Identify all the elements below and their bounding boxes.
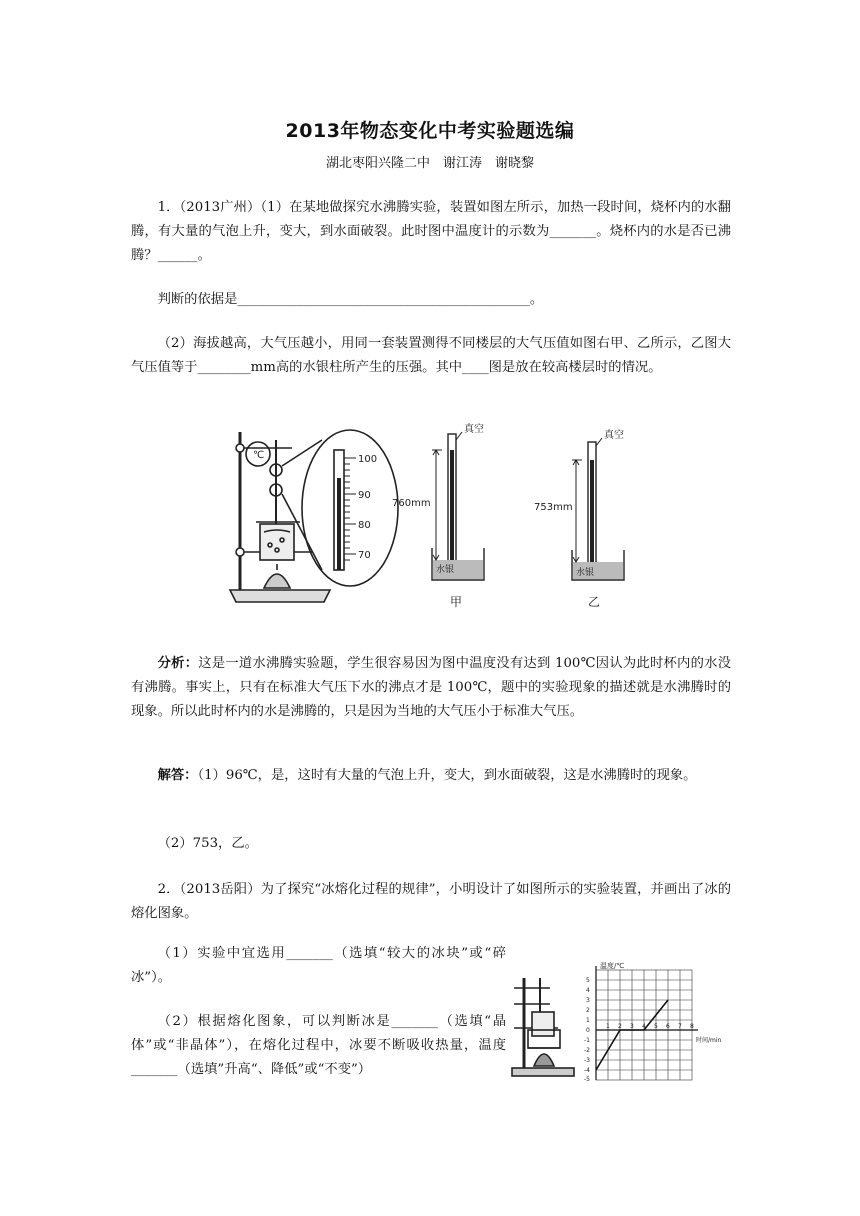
answer-1-text: （1）96℃，是，这时有大量的气泡上升，变大，到水面破裂，这是水沸腾时的现象。 — [197, 768, 697, 783]
y-tick: -4 — [584, 1067, 590, 1074]
page-title: 2013年物态变化中考实验题选编 — [285, 120, 575, 142]
analysis-label: 分析： — [157, 656, 199, 671]
barometer-a-mercury-label: 水银 — [436, 565, 455, 575]
barometer-a-vacuum-label: 真空 — [464, 424, 484, 435]
q1-analysis — [131, 652, 731, 724]
y-tick: -5 — [584, 1076, 590, 1083]
q1-paragraph-2: 判断的依据是____________________________________________。 — [157, 292, 544, 307]
q1-paragraph-3: （2）海拔越高，大气压越小，用同一套装置测得不同楼层的大气压值如图右甲、乙所示，乙图大气压值等于________mm高的水银柱所产生的压强。其中____图是放在较高楼层时的情况。 — [131, 336, 731, 375]
barometer-a — [432, 432, 484, 580]
y-tick: 4 — [586, 987, 590, 994]
y-tick: -3 — [584, 1057, 590, 1064]
barometer-b-vacuum-label: 真空 — [604, 430, 624, 441]
barometer-b — [572, 438, 624, 580]
analysis-text: 这是一道水沸腾实验题，学生很容易因为图中温度没有达到 100℃因认为此时杯内的水没有沸腾。事实上，只有在标准大气压下水的沸点才是 100℃，题中的实验现象的描述就是水沸腾时的现象。所以此时杯内的水是沸腾的，只是因为当地的大气压小于标准大气压。 — [131, 656, 732, 719]
x-tick: 2 — [618, 1023, 622, 1030]
q2-apparatus — [510, 972, 578, 1080]
x-tick: 7 — [678, 1023, 682, 1030]
x-tick: 6 — [666, 1023, 670, 1030]
author-line: 湖北枣阳兴隆二中 谢江涛 谢晓黎 — [325, 156, 534, 171]
thermometer-magnified — [282, 430, 398, 586]
q1-paragraph-1: 1．（2013广州）（1）在某地做探究水沸腾实验，装置如图左所示，加热一段时间，烧杯内的水翻腾，有大量的气泡上升，变大，到水面破裂。此时图中温度计的示数为_______。烧杯内的水是否已沸腾？______。 — [131, 200, 731, 263]
y-tick: 2 — [586, 1007, 590, 1014]
x-tick: 3 — [630, 1023, 634, 1030]
y-axis-label: 温度/℃ — [600, 962, 625, 970]
q2-paragraph-2: （1）实验中宜选用_______（选填“较大的冰块”或“碎冰”）。 — [131, 946, 506, 985]
q1-answer-2: （2）753，乙。 — [157, 836, 258, 851]
y-tick: 0 — [586, 1027, 590, 1034]
thermo-tick-90: 90 — [358, 490, 371, 501]
q2-paragraph-3: （2）根据熔化图象，可以判断冰是_______（选填“晶体”或“非晶体”），在熔化过程中，冰要不断吸收热量，温度_______（选填”升高“、降低”或“不变”） — [131, 1014, 506, 1077]
q2-melting-graph — [584, 960, 732, 1084]
q1-answer — [131, 764, 731, 788]
x-tick: 5 — [654, 1023, 658, 1030]
barometer-a-caption: 甲 — [450, 595, 463, 609]
y-tick: -1 — [584, 1037, 590, 1044]
q2-paragraph-1: 2．（2013岳阳）为了探究“冰熔化过程的规律”，小明设计了如图所示的实验装置，并画出了冰的熔化图象。 — [131, 882, 731, 921]
y-tick: 1 — [586, 1017, 590, 1024]
y-tick: -2 — [584, 1047, 590, 1054]
barometer-b-mercury-label: 水银 — [576, 568, 595, 578]
thermo-tick-80: 80 — [358, 520, 371, 531]
x-tick: 4 — [642, 1023, 646, 1030]
q1-figure — [222, 420, 642, 620]
y-tick: 3 — [586, 997, 590, 1004]
boiling-apparatus — [230, 432, 330, 602]
x-tick: 1 — [606, 1023, 610, 1030]
barometer-a-height: 760mm — [392, 498, 431, 509]
thermo-tick-70: 70 — [358, 550, 371, 561]
x-axis-label: 时间/min — [696, 1037, 722, 1044]
svg-text:℃: ℃ — [253, 450, 265, 461]
x-tick: 8 — [690, 1023, 694, 1030]
y-tick: 5 — [586, 977, 590, 984]
barometer-b-height: 753mm — [534, 502, 573, 513]
thermo-tick-100: 100 — [358, 454, 378, 465]
answer-label: 解答： — [157, 768, 198, 783]
barometer-b-caption: 乙 — [588, 595, 601, 609]
